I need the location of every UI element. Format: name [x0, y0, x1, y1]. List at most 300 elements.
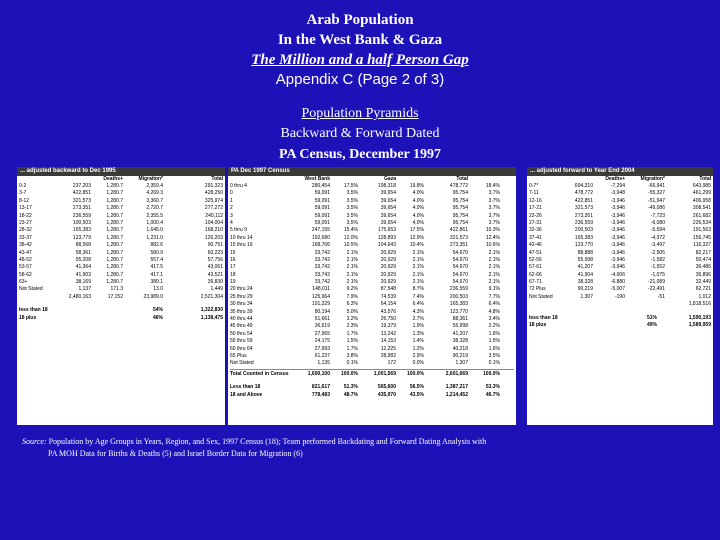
- table-cell: 62,721: [695, 286, 711, 293]
- table-cell: 59,091: [314, 219, 330, 226]
- subtitle-line-3: PA Census, December 1997: [278, 147, 442, 162]
- table-cell: 9.1%: [488, 286, 500, 293]
- table-cell: 39,654: [380, 197, 396, 204]
- table-cell: 18.4%: [485, 183, 500, 189]
- table-cell: 3.7%: [488, 197, 500, 204]
- table-row: [228, 309, 516, 316]
- table-cell: 17.5%: [343, 183, 358, 189]
- table-cell: -3,946: [610, 249, 625, 256]
- table-cell: 90,751: [207, 242, 223, 249]
- table-cell: 694,310: [574, 183, 593, 189]
- table-row: [527, 264, 713, 271]
- table-cell: 1,135: [317, 360, 330, 367]
- table-row: [527, 286, 713, 293]
- table-cell: 19,379: [380, 323, 396, 330]
- total-row: [228, 371, 516, 378]
- table-cell: 48.7%: [343, 391, 358, 398]
- table-cell: 13,242: [380, 330, 396, 337]
- table-cell: 2.1%: [346, 249, 358, 256]
- row-label: 16: [230, 256, 236, 263]
- census-table-total-row: [228, 371, 516, 378]
- table-cell: 1.9%: [412, 323, 424, 330]
- table-cell: 1.4%: [412, 338, 424, 345]
- table-row: [228, 250, 516, 257]
- table-cell: 168,210: [204, 227, 223, 234]
- row-label: 33-37: [19, 234, 32, 241]
- table-row: [17, 264, 225, 271]
- table-cell: -3,946: [610, 264, 625, 271]
- table-cell: 51,661: [314, 316, 330, 323]
- table-cell: 422,851: [72, 190, 91, 197]
- row-label: 35 thru 39: [230, 308, 253, 315]
- table-cell: 2.1%: [346, 264, 358, 271]
- table-cell: 2.1%: [488, 271, 500, 278]
- row-label: Not Stated: [230, 360, 254, 367]
- table-cell: 20,929: [380, 249, 396, 256]
- table-row: [228, 338, 516, 345]
- table-cell: 380.1: [150, 279, 163, 286]
- title-block: [0, 10, 720, 90]
- table-cell: 54,670: [452, 249, 468, 256]
- table-cell: [559, 301, 595, 308]
- table-cell: 13.0: [153, 286, 163, 293]
- table-row: [228, 213, 516, 220]
- table-cell: 3.2%: [346, 316, 358, 323]
- table-cell: 168,706: [311, 242, 330, 249]
- row-label: 4: [230, 219, 233, 226]
- row-label: 67-71: [529, 279, 542, 286]
- table-cell: 100.0%: [341, 370, 358, 377]
- table-cell: 2.1%: [346, 256, 358, 263]
- table-cell: 54,670: [452, 256, 468, 263]
- table-cell: -3,946: [610, 197, 625, 204]
- table-row: [228, 205, 516, 212]
- table-cell: 40,218: [452, 345, 468, 352]
- row-label: less than 18: [19, 307, 48, 314]
- subtitle-line-2: Backward & Forward Dated: [280, 126, 440, 141]
- table-row: [228, 183, 516, 190]
- table-cell: 321,573: [72, 197, 91, 204]
- row-label: 28-32: [19, 227, 32, 234]
- table-cell: 125,964: [311, 293, 330, 300]
- table-cell: 15.4%: [343, 227, 358, 234]
- table-cell: 82,217: [695, 249, 711, 256]
- table-cell: -7,723: [650, 212, 665, 219]
- table-cell: 39,830: [207, 279, 223, 286]
- table-cell: 1,280.7: [106, 242, 123, 249]
- row-label: 22-26: [529, 212, 542, 219]
- column-header: Total: [699, 176, 711, 182]
- table-cell: 1,280.7: [106, 227, 123, 234]
- table-cell: 33,742: [314, 271, 330, 278]
- table-cell: 95,754: [452, 205, 468, 212]
- table-cell: 3.8%: [346, 352, 358, 359]
- table-cell: [595, 301, 627, 308]
- row-label: 23-27: [19, 219, 32, 226]
- row-label: 10 thru 14: [230, 234, 253, 241]
- table-cell: 7.7%: [488, 293, 500, 300]
- row-label: 32-36: [529, 227, 542, 234]
- table-cell: 4.8%: [488, 308, 500, 315]
- backward-table-column-headers: [17, 176, 225, 183]
- table-cell: 4.0%: [412, 212, 424, 219]
- total-row: [527, 315, 713, 322]
- table-row: [527, 235, 713, 242]
- table-cell: 43,061: [207, 264, 223, 271]
- table-cell: 4,269.3: [146, 190, 163, 197]
- table-cell: 12.0%: [343, 234, 358, 241]
- table-cell: 54,670: [452, 271, 468, 278]
- column-header: Deaths+: [605, 176, 625, 182]
- table-cell: 1,280.7: [106, 183, 123, 189]
- table-cell: 88,361: [452, 316, 468, 323]
- table-cell: 3.5%: [346, 219, 358, 226]
- table-row: [228, 331, 516, 338]
- table-cell: 165,383: [449, 301, 468, 308]
- table-cell: 1,280.7: [106, 205, 123, 212]
- row-label: [17, 294, 51, 301]
- row-label: 18-22: [19, 212, 32, 219]
- table-cell: 8.7%: [412, 286, 424, 293]
- table-cell: 4.0%: [412, 197, 424, 204]
- census-table-rows: [228, 183, 516, 368]
- table-cell: 56.5%: [409, 384, 424, 391]
- row-label: 72 Plus: [529, 286, 546, 293]
- table-cell: -2,505: [650, 249, 665, 256]
- row-label: 50 thru 54: [230, 330, 253, 337]
- table-cell: 1,214,452: [445, 391, 468, 398]
- table-cell: 171.3: [110, 286, 123, 293]
- row-label: 45 thru 49: [230, 323, 253, 330]
- row-label: 0-2: [19, 183, 27, 189]
- table-cell: 422,851: [574, 197, 593, 204]
- table-cell: 1.5%: [488, 338, 500, 345]
- table-cell: 33,742: [314, 279, 330, 286]
- table-cell: 165,383: [574, 234, 593, 241]
- subtitle-block: [0, 104, 720, 166]
- table-cell: 1,280.7: [106, 197, 123, 204]
- table-cell: 1,818,516: [688, 301, 711, 308]
- table-cell: 55,208: [75, 256, 91, 263]
- row-label: 18 plus: [19, 314, 37, 321]
- total-row: [17, 315, 225, 322]
- table-row: [228, 242, 516, 249]
- table-cell: -3,946: [610, 234, 625, 241]
- table-cell: 236,559: [449, 286, 468, 293]
- table-row: [228, 235, 516, 242]
- table-cell: 123,779: [72, 234, 91, 241]
- row-label: 37-41: [529, 234, 542, 241]
- table-cell: 95,754: [452, 212, 468, 219]
- table-cell: -5,594: [650, 227, 665, 234]
- table-cell: 12.4%: [485, 234, 500, 241]
- table-cell: 1,600,100: [307, 370, 330, 377]
- table-cell: 17.5%: [409, 227, 424, 234]
- table-cell: 20,929: [380, 264, 396, 271]
- table-cell: 59,091: [314, 190, 330, 197]
- table-cell: -21,089: [648, 279, 665, 286]
- table-cell: 39,654: [380, 212, 396, 219]
- row-label: 47-51: [529, 249, 542, 256]
- table-cell: 1,001,569: [373, 370, 396, 377]
- table-cell: 59,091: [314, 197, 330, 204]
- table-cell: 43,521: [207, 271, 223, 278]
- column-header: [527, 176, 595, 183]
- title-line-4: Appendix C (Page 2 of 3): [275, 71, 445, 88]
- table-cell: 17,152: [107, 293, 123, 300]
- table-cell: -55,327: [648, 190, 665, 197]
- table-cell: 27,993: [314, 345, 330, 352]
- table-cell: 33,742: [314, 256, 330, 263]
- table-row: [527, 213, 713, 220]
- table-cell: 39,654: [380, 190, 396, 197]
- table-cell: 27,965: [314, 330, 330, 337]
- table-cell: 1.7%: [346, 345, 358, 352]
- table-cell: 26,750: [380, 316, 396, 323]
- table-cell: 6.4%: [488, 301, 500, 308]
- table-cell: 60,223: [207, 249, 223, 256]
- table-cell: -3,946: [610, 219, 625, 226]
- table-cell: 104,004: [204, 219, 223, 226]
- table-cell: 9.2%: [346, 286, 358, 293]
- column-header: Migration*: [640, 176, 665, 182]
- table-cell: 2,359.4: [146, 183, 163, 189]
- census-table-column-headers: [228, 176, 516, 183]
- table-cell: 236,559: [72, 212, 91, 219]
- row-label: Total Counted in Census: [230, 370, 289, 377]
- table-cell: 20,929: [380, 279, 396, 286]
- table-cell: 3.7%: [488, 212, 500, 219]
- table-cell: 38,328: [452, 338, 468, 345]
- table-cell: 1,280.7: [106, 234, 123, 241]
- total-row: [228, 384, 516, 391]
- table-cell: -51: [657, 293, 665, 300]
- table-row: [527, 279, 713, 286]
- table-cell: 156,745: [692, 234, 711, 241]
- table-cell: 58,361: [75, 249, 91, 256]
- table-cell: 226,534: [692, 219, 711, 226]
- table-cell: 12.9%: [409, 234, 424, 241]
- table-cell: 200,503: [574, 227, 593, 234]
- table-cell: 3.7%: [488, 190, 500, 197]
- table-cell: 100.0%: [483, 370, 500, 377]
- table-cell: 1.2%: [412, 345, 424, 352]
- row-label: Not Stated: [529, 293, 553, 300]
- table-cell: -7,294: [610, 183, 625, 189]
- forward-table-totals: [527, 315, 713, 330]
- table-cell: 101,229: [311, 301, 330, 308]
- table-row: [228, 353, 516, 360]
- table-cell: 3.5%: [488, 352, 500, 359]
- row-label: 20 thru 24: [230, 286, 253, 293]
- table-cell: 46%: [152, 314, 163, 321]
- table-cell: 38,328: [577, 279, 593, 286]
- row-label: 43-47: [19, 249, 32, 256]
- table-cell: 104,643: [377, 242, 396, 249]
- table-row: [527, 205, 713, 212]
- table-cell: 41,903: [75, 271, 91, 278]
- table-cell: 41,904: [577, 271, 593, 278]
- table-cell: 1,589,959: [688, 322, 711, 329]
- forward-table-column-headers: [527, 176, 713, 183]
- table-cell: 0.1%: [346, 360, 358, 367]
- table-cell: 61,237: [314, 352, 330, 359]
- table-cell: 123,770: [449, 308, 468, 315]
- table-cell: 247,155: [311, 227, 330, 234]
- table-row: [527, 257, 713, 264]
- table-cell: -3,946: [610, 212, 625, 219]
- row-label: Not Stated: [19, 286, 43, 293]
- table-row: [228, 301, 516, 308]
- row-label: 40 thru 44: [230, 316, 253, 323]
- table-cell: -5,007: [610, 286, 625, 293]
- table-cell: 1,280.7: [106, 190, 123, 197]
- table-cell: 7.4%: [412, 293, 424, 300]
- row-label: 58-62: [19, 271, 32, 278]
- table-cell: 557.4: [150, 256, 163, 263]
- table-cell: 39,654: [380, 205, 396, 212]
- table-cell: 2.1%: [412, 271, 424, 278]
- row-label: 63+: [19, 279, 28, 286]
- table-cell: 6.3%: [346, 301, 358, 308]
- table-cell: 2.2%: [488, 323, 500, 330]
- table-cell: 321,573: [574, 205, 593, 212]
- table-cell: 36,896: [695, 271, 711, 278]
- table-cell: 55,998: [452, 323, 468, 330]
- table-row: [527, 183, 713, 190]
- table-cell: 14,153: [380, 338, 396, 345]
- total-row: [527, 322, 713, 329]
- table-cell: 1,231.0: [146, 234, 163, 241]
- row-label: 60 thru 64: [230, 345, 253, 352]
- table-cell: 2,601,669: [445, 370, 468, 377]
- table-cell: 39,654: [380, 219, 396, 226]
- table-row: [228, 286, 516, 293]
- table-cell: -3,946: [610, 242, 625, 249]
- table-cell: 3.5%: [346, 197, 358, 204]
- table-cell: -190: [614, 293, 625, 300]
- table-cell: 57,756: [207, 256, 223, 263]
- table-cell: 12,225: [380, 345, 396, 352]
- subtitle-line-1: Population Pyramids: [301, 106, 419, 121]
- table-cell: -3,946: [610, 256, 625, 263]
- table-cell: 2.1%: [488, 264, 500, 271]
- row-label: 42-46: [529, 242, 542, 249]
- table-cell: 10.4%: [409, 242, 424, 249]
- table-row: [17, 190, 225, 197]
- table-cell: 821,617: [311, 384, 330, 391]
- table-cell: 41,207: [577, 264, 593, 271]
- table-cell: 59,091: [314, 205, 330, 212]
- table-row: [228, 220, 516, 227]
- table-cell: 24,175: [314, 338, 330, 345]
- table-cell: 2.1%: [488, 279, 500, 286]
- table-cell: 2.1%: [346, 271, 358, 278]
- table-cell: 128,893: [377, 234, 396, 241]
- table-cell: 0.1%: [488, 360, 500, 367]
- backward-table-rows: [17, 183, 225, 301]
- table-cell: 273,351: [72, 205, 91, 212]
- table-row: [17, 294, 225, 301]
- table-row: [527, 242, 713, 249]
- table-cell: [627, 301, 667, 308]
- row-label: 38-42: [19, 242, 32, 249]
- table-cell: 4.0%: [412, 205, 424, 212]
- title-line-1: Arab Population: [306, 12, 414, 28]
- table-row: [527, 190, 713, 197]
- table-cell: -1,075: [650, 271, 665, 278]
- table-cell: -1,552: [650, 264, 665, 271]
- column-header: [332, 176, 360, 183]
- table-row: [228, 264, 516, 271]
- table-cell: 478,772: [449, 183, 468, 189]
- row-label: 30 thru 34: [230, 301, 253, 308]
- table-cell: 1.3%: [412, 330, 424, 337]
- table-cell: 123,770: [574, 242, 593, 249]
- table-cell: 100,503: [72, 219, 91, 226]
- table-cell: -3,946: [610, 227, 625, 234]
- table-cell: 165,383: [72, 227, 91, 234]
- table-cell: -49,086: [648, 205, 665, 212]
- row-label: 0-7*: [529, 183, 539, 189]
- table-cell: -22,491: [648, 286, 665, 293]
- census-table: [228, 167, 516, 425]
- column-header: West Bank: [304, 176, 330, 182]
- table-row: [228, 257, 516, 264]
- table-cell: 1,012: [698, 293, 711, 300]
- table-row: [527, 294, 713, 301]
- table-cell: 240,112: [205, 212, 223, 219]
- table-cell: 53.3%: [485, 384, 500, 391]
- column-header: [470, 176, 502, 183]
- table-row: [228, 294, 516, 301]
- row-label: 52-56: [529, 256, 542, 263]
- table-cell: 200,503: [449, 293, 468, 300]
- table-cell: 1,280.7: [106, 256, 123, 263]
- table-cell: 80,194: [314, 308, 330, 315]
- table-cell: 54,670: [452, 264, 468, 271]
- table-cell: 1,280.7: [106, 271, 123, 278]
- row-label: Less than 18: [230, 384, 261, 391]
- table-cell: 435,970: [377, 391, 396, 398]
- table-cell: -51,947: [648, 197, 665, 204]
- table-cell: 3,360.7: [146, 197, 163, 204]
- table-cell: -3,946: [610, 205, 625, 212]
- table-cell: 41,364: [75, 264, 91, 271]
- table-cell: 116,327: [693, 242, 711, 249]
- table-cell: 10.5%: [343, 242, 358, 249]
- table-cell: 20,929: [380, 271, 396, 278]
- table-row: [527, 198, 713, 205]
- table-cell: 33,742: [314, 264, 330, 271]
- table-cell: 51%: [646, 314, 657, 321]
- table-cell: 308,541: [692, 205, 711, 212]
- table-cell: 1.6%: [488, 330, 500, 337]
- row-label: 57-61: [529, 264, 542, 271]
- table-row: [527, 250, 713, 257]
- table-cell: 2.1%: [488, 256, 500, 263]
- table-cell: 3.7%: [488, 205, 500, 212]
- table-row: [228, 323, 516, 330]
- table-cell: 1,645.0: [146, 227, 163, 234]
- row-label: 3: [230, 212, 233, 219]
- table-row: [228, 190, 516, 197]
- table-cell: 1.6%: [488, 345, 500, 352]
- table-cell: 88,888: [577, 249, 593, 256]
- table-row: [228, 198, 516, 205]
- table-cell: 417.1: [150, 271, 163, 278]
- source-line-2: PA MOH Data for Births & Deaths (5) and Israel Border Data for Migration (6): [48, 449, 303, 458]
